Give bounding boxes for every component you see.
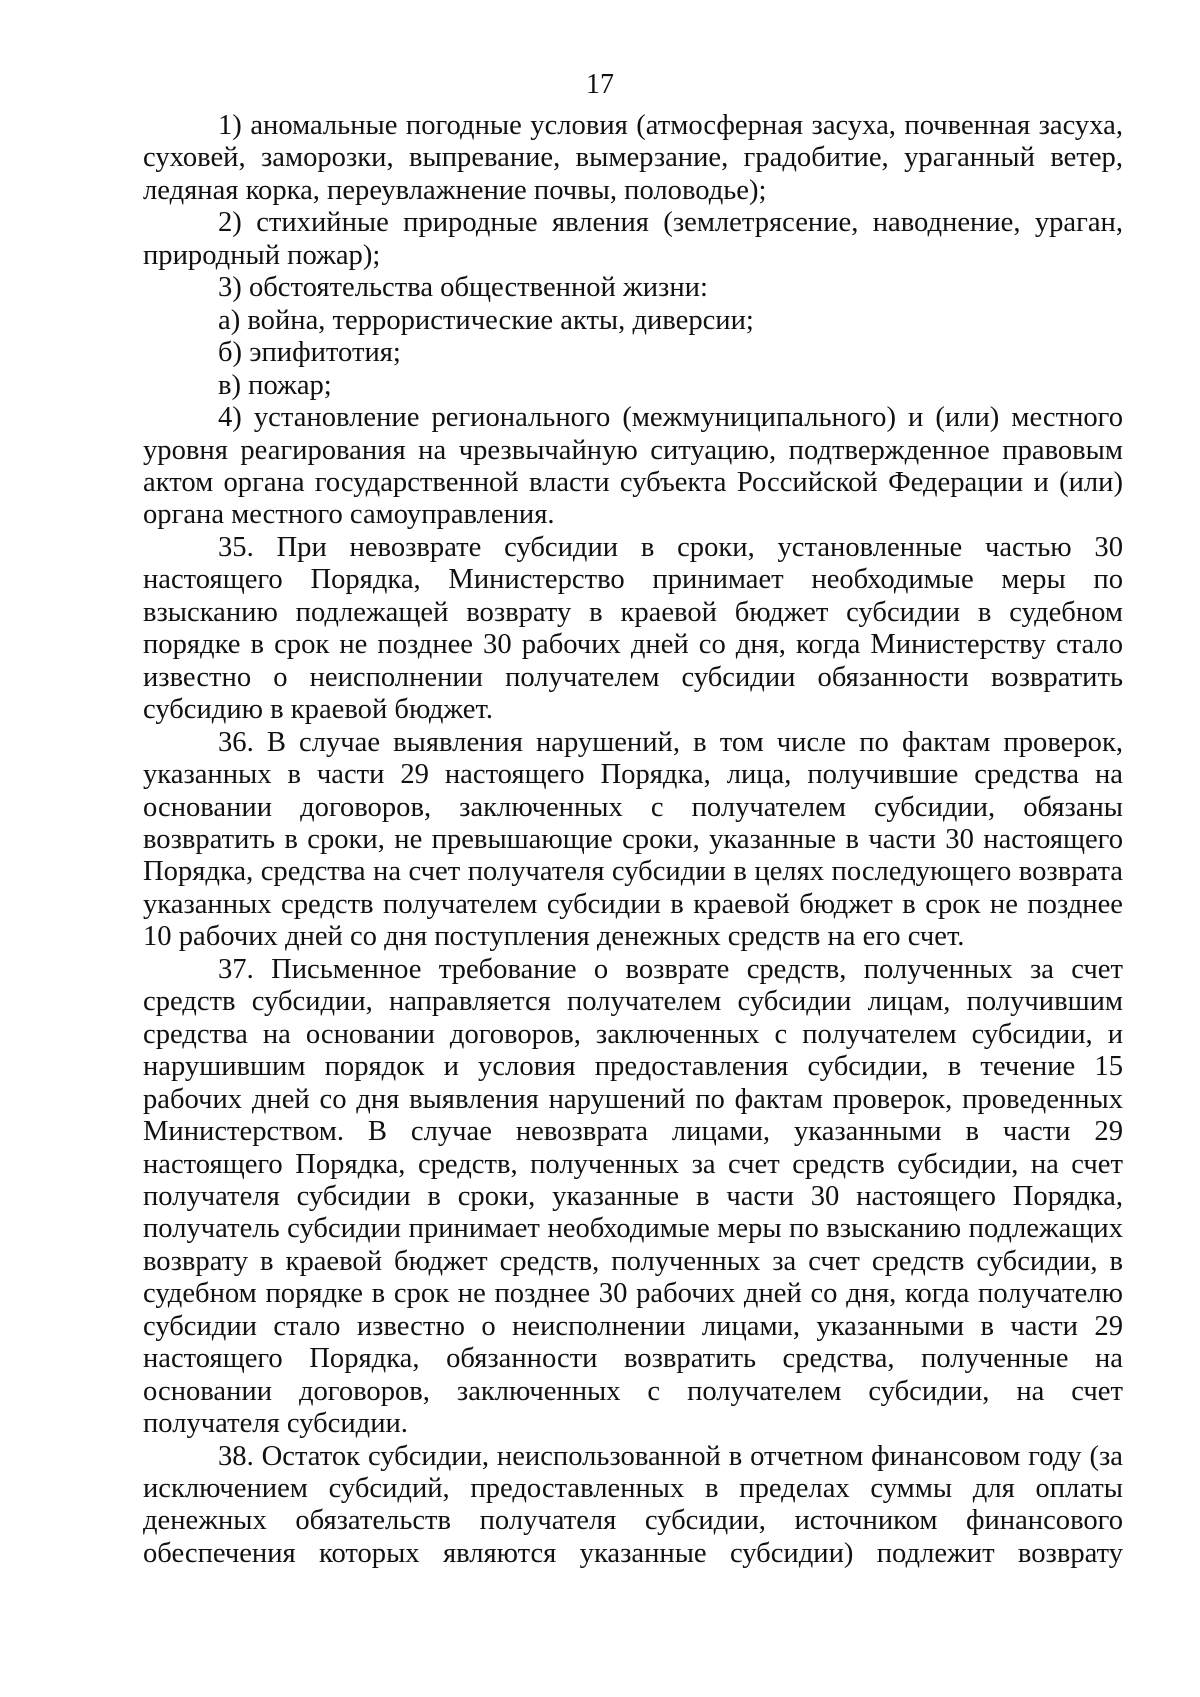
document-body xyxy=(143,110,1123,1570)
paragraph-38: 38. Остаток субсидии, неиспользованной в отчетном финансовом году (за исключением субсидий, предоставленных в пределах суммы для оплаты денежных обязательств получателя субсидии, источником финансового обеспечения которых являются указанные субсидии) подлежит возврату xyxy=(143,1440,1123,1569)
paragraph-subitem-a: а) война, террористические акты, диверсии; xyxy=(218,304,754,336)
paragraph-35: 35. При невозврате субсидии в сроки, установленные частью 30 настоящего Порядка, Министерство принимает необходимые меры по взысканию подлежащей возврату в краевой бюджет субсидии в судебном порядке в срок не позднее 30 рабочих дней со дня, когда Министерству стало известно о неисполнении получателем субсидии обязанности возвратить субсидию в краевой бюджет. xyxy=(143,531,1123,726)
page-number: 17 xyxy=(586,69,614,100)
paragraph-item-2: 2) стихийные природные явления (землетрясение, наводнение, ураган, природный пожар); xyxy=(143,207,1123,271)
paragraph-37: 37. Письменное требование о возврате средств, полученных за счет средств субсидии, направляется получателем субсидии лицам, получившим средства на основании договоров, заключенных с получателем субсидии, и нарушившим порядок и условия предоставления субсидии, в течение 15 рабочих дней со дня выявления нарушений по фактам проверок, проведенных Министерством. В случае невозврата лицами, указанными в части 29 настоящего Порядка, средств, полученных за счет средств субсидии, на счет получателя субсидии в сроки, указанные в части 30 настоящего Порядка, получатель субсидии принимает необходимые меры по взысканию подлежащих возврату в краевой бюджет средств, полученных за счет средств субсидии, в судебном порядке в срок не позднее 30 рабочих дней со дня, когда получателю субсидии стало известно о неисполнении лицами, указанными в части 29 настоящего Порядка, обязанности возвратить средства, полученные на основании договоров, заключенных с получателем субсидии, на счет получателя субсидии. xyxy=(143,953,1123,1440)
paragraph-item-1: 1) аномальные погодные условия (атмосферная засуха, почвенная засуха, суховей, заморозки, выпревание, вымерзание, градобитие, ураганный ветер, ледяная корка, переувлажнение почвы, половодье); xyxy=(143,110,1123,206)
paragraph-subitem-b: б) эпифитотия; xyxy=(218,337,401,369)
paragraph-subitem-v: в) пожар; xyxy=(218,369,332,401)
paragraph-36: 36. В случае выявления нарушений, в том числе по фактам проверок, указанных в части 29 настоящего Порядка, лица, получившие средства на основании договоров, заключенных с получателем субсидии, обязаны возвратить в сроки, не превышающие сроки, указанные в части 30 настоящего Порядка, средства на счет получателя субсидии в целях последующего возврата указанных средств получателем субсидии в краевой бюджет в срок не позднее 10 рабочих дней со дня поступления денежных средств на его счет. xyxy=(143,726,1123,953)
paragraph-item-3: 3) обстоятельства общественной жизни: xyxy=(218,272,708,304)
paragraph-item-4: 4) установление регионального (межмуниципального) и (или) местного уровня реагирования на чрезвычайную ситуацию, подтвержденное правовым актом органа государственной власти субъекта Российской Федерации и (или) органа местного самоуправления. xyxy=(143,402,1123,531)
